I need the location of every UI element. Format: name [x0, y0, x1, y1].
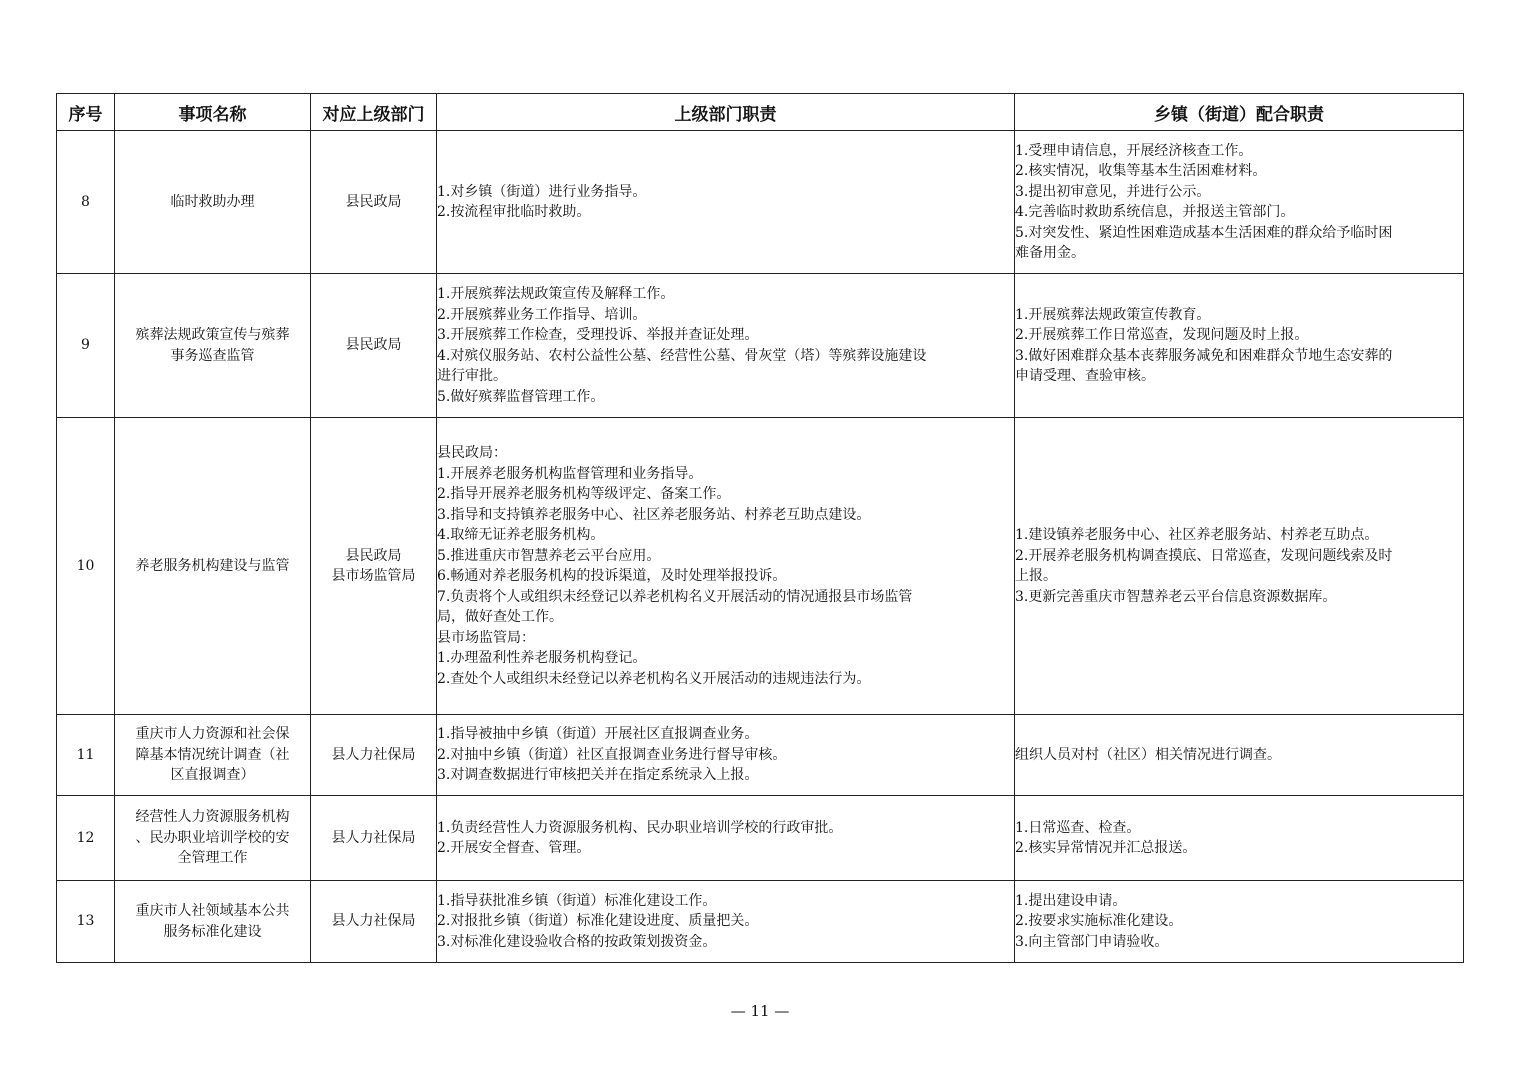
cell-town-duty: [1015, 418, 1464, 715]
cell-dept: [311, 715, 437, 796]
table-row: [57, 715, 1464, 796]
upper-duty-line: 2.对报批乡镇（街道）标准化建设进度、质量把关。: [437, 913, 759, 930]
cell-dept: [311, 131, 437, 274]
cell-seq: 11: [57, 715, 115, 796]
town-duty-line: 上报。: [1015, 568, 1057, 584]
cell-upper-duty: [437, 274, 1015, 418]
header-upper-duty: 上级部门职责: [437, 94, 1015, 131]
cell-town-duty: [1015, 131, 1464, 274]
name-line: 全管理工作: [177, 850, 248, 867]
dept-line: 县民政局: [345, 337, 402, 354]
header-dept: 对应上级部门: [311, 94, 437, 131]
town-duty-line: 3.做好困难群众基本丧葬服务减免和困难群众节地生态安葬的: [1015, 347, 1393, 364]
table-row: [57, 796, 1464, 881]
header-name: 事项名称: [115, 94, 311, 131]
upper-duty-line: 2.对抽中乡镇（街道）社区直报调查业务进行督导审核。: [437, 746, 787, 763]
town-duty-line: 1.开展殡葬法规政策宣传教育。: [1015, 306, 1211, 323]
town-duty-line: 2.按要求实施标准化建设。: [1015, 913, 1183, 930]
table-row: [57, 881, 1464, 963]
cell-upper-duty: [437, 418, 1015, 715]
upper-duty-line: 1.开展养老服务机构监督管理和业务指导。: [437, 465, 703, 482]
town-duty-line: 申请受理、查验审核。: [1015, 368, 1155, 384]
name-line: 重庆市人力资源和社会保: [135, 726, 290, 743]
upper-duty-line: 1.指导获批准乡镇（街道）标准化建设工作。: [437, 892, 717, 909]
town-duty-line: 3.向主管部门申请验收。: [1015, 933, 1169, 950]
name-line: 事务巡查监管: [170, 347, 255, 364]
header-town-duty: 乡镇（街道）配合职责: [1015, 94, 1464, 131]
upper-duty-line: 5.推进重庆市智慧养老云平台应用。: [437, 547, 661, 564]
upper-duty-line: 2.开展安全督查、管理。: [437, 840, 591, 856]
dept-line: 县人力社保局: [331, 829, 416, 846]
cell-item-name: [115, 881, 311, 963]
upper-duty-line: 7.负责将个人或组织未经登记以养老机构名义开展活动的情况通报县市场监管: [437, 588, 913, 605]
cell-town-duty: [1015, 881, 1464, 963]
cell-seq: 9: [57, 274, 115, 418]
page-number: — 11 —: [730, 1002, 790, 1020]
cell-dept: [311, 796, 437, 881]
cell-upper-duty: [437, 131, 1015, 274]
town-duty-line: 1.建设镇养老服务中心、社区养老服务站、村养老互助点。: [1015, 527, 1379, 543]
cell-dept: [311, 274, 437, 418]
name-line: 殡葬法规政策宣传与殡葬: [135, 327, 290, 343]
cell-upper-duty: [437, 881, 1015, 963]
upper-duty-line: 县民政局：: [437, 445, 507, 461]
town-duty-line: 2.开展养老服务机构调查摸底、日常巡查，发现问题线索及时: [1015, 547, 1393, 564]
upper-duty-line: 1.开展殡葬法规政策宣传及解释工作。: [437, 286, 675, 302]
cell-seq: 8: [57, 131, 115, 274]
upper-duty-line: 4.对殡仪服务站、农村公益性公墓、经营性公墓、骨灰堂（塔）等殡葬设施建设: [437, 347, 927, 364]
table-row: [57, 274, 1464, 418]
upper-duty-line: 1.办理盈利性养老服务机构登记。: [437, 650, 647, 666]
town-duty-line: 2.开展殡葬工作日常巡查，发现问题及时上报。: [1015, 327, 1309, 343]
dept-line: 县市场监管局: [331, 568, 416, 584]
upper-duty-line: 2.查处个人或组织未经登记以养老机构名义开展活动的违规违法行为。: [437, 670, 871, 687]
upper-duty-line: 3.指导和支持镇养老服务中心、社区养老服务站、村养老互助点建设。: [437, 506, 871, 523]
town-duty-line: 1.提出建设申请。: [1015, 892, 1127, 909]
upper-duty-line: 局，做好查处工作。: [437, 609, 563, 625]
cell-upper-duty: [437, 796, 1015, 881]
upper-duty-line: 1.负责经营性人力资源服务机构、民办职业培训学校的行政审批。: [437, 819, 843, 836]
table-body: [57, 131, 1464, 963]
cell-dept: [311, 418, 437, 715]
town-duty-line: 难备用金。: [1015, 245, 1085, 261]
upper-duty-line: 2.开展殡葬业务工作指导、培训。: [437, 306, 647, 323]
table-header-row: [57, 94, 1464, 131]
name-line: 障基本情况统计调查（社: [135, 746, 290, 763]
cell-town-duty: [1015, 274, 1464, 418]
cell-seq: 10: [57, 418, 115, 715]
cell-item-name: [115, 131, 311, 274]
town-duty-line: 3.提出初审意见，并进行公示。: [1015, 183, 1211, 200]
table-row: [57, 131, 1464, 274]
dept-line: 县民政局: [345, 547, 402, 564]
name-line: 区直报调查）: [170, 767, 255, 784]
upper-duty-line: 5.做好殡葬监督管理工作。: [437, 388, 605, 405]
upper-duty-line: 4.取缔无证养老服务机构。: [437, 527, 605, 543]
upper-duty-line: 3.开展殡葬工作检查，受理投诉、举报并查证处理。: [437, 327, 759, 343]
name-line: 临时救助办理: [170, 193, 255, 210]
cell-item-name: [115, 274, 311, 418]
upper-duty-line: 1.对乡镇（街道）进行业务指导。: [437, 183, 647, 200]
name-line: 养老服务机构建设与监管: [135, 557, 290, 574]
cell-item-name: [115, 715, 311, 796]
upper-duty-line: 县市场监管局：: [437, 629, 535, 646]
header-seq: 序号: [57, 94, 115, 131]
upper-duty-line: 6.畅通对养老服务机构的投诉渠道，及时处理举报投诉。: [437, 568, 787, 584]
cell-seq: 13: [57, 881, 115, 963]
town-duty-line: 4.完善临时救助系统信息，并报送主管部门。: [1015, 204, 1295, 220]
cell-dept: [311, 881, 437, 963]
cell-town-duty: [1015, 796, 1464, 881]
upper-duty-line: 进行审批。: [437, 368, 507, 384]
town-duty-line: 5.对突发性、紧迫性困难造成基本生活困难的群众给予临时困: [1015, 224, 1393, 241]
name-line: 经营性人力资源服务机构: [135, 809, 290, 826]
town-duty-line: 2.核实情况，收集等基本生活困难材料。: [1015, 163, 1267, 179]
upper-duty-line: 2.按流程审批临时救助。: [437, 204, 591, 220]
cell-seq: 12: [57, 796, 115, 881]
town-duty-line: 组织人员对村（社区）相关情况进行调查。: [1015, 746, 1281, 763]
name-line: 、民办职业培训学校的安: [135, 829, 290, 846]
name-line: 服务标准化建设: [163, 923, 262, 940]
upper-duty-line: 3.对调查数据进行审核把关并在指定系统录入上报。: [437, 767, 759, 784]
town-duty-line: 2.核实异常情况并汇总报送。: [1015, 840, 1197, 856]
town-duty-line: 3.更新完善重庆市智慧养老云平台信息资源数据库。: [1015, 588, 1337, 605]
table-row: [57, 418, 1464, 715]
upper-duty-line: 1.指导被抽中乡镇（街道）开展社区直报调查业务。: [437, 726, 759, 743]
upper-duty-line: 3.对标准化建设验收合格的按政策划拨资金。: [437, 933, 717, 950]
cell-item-name: [115, 796, 311, 881]
cell-upper-duty: [437, 715, 1015, 796]
name-line: 重庆市人社领域基本公共: [135, 903, 290, 919]
cell-item-name: [115, 418, 311, 715]
town-duty-line: 1.受理申请信息，开展经济核查工作。: [1015, 142, 1253, 159]
town-duty-line: 1.日常巡查、检查。: [1015, 819, 1141, 836]
dept-line: 县民政局: [345, 193, 402, 210]
dept-line: 县人力社保局: [331, 913, 416, 930]
upper-duty-line: 2.指导开展养老服务机构等级评定、备案工作。: [437, 486, 731, 502]
duty-table: [56, 93, 1464, 963]
cell-town-duty: [1015, 715, 1464, 796]
dept-line: 县人力社保局: [331, 746, 416, 763]
